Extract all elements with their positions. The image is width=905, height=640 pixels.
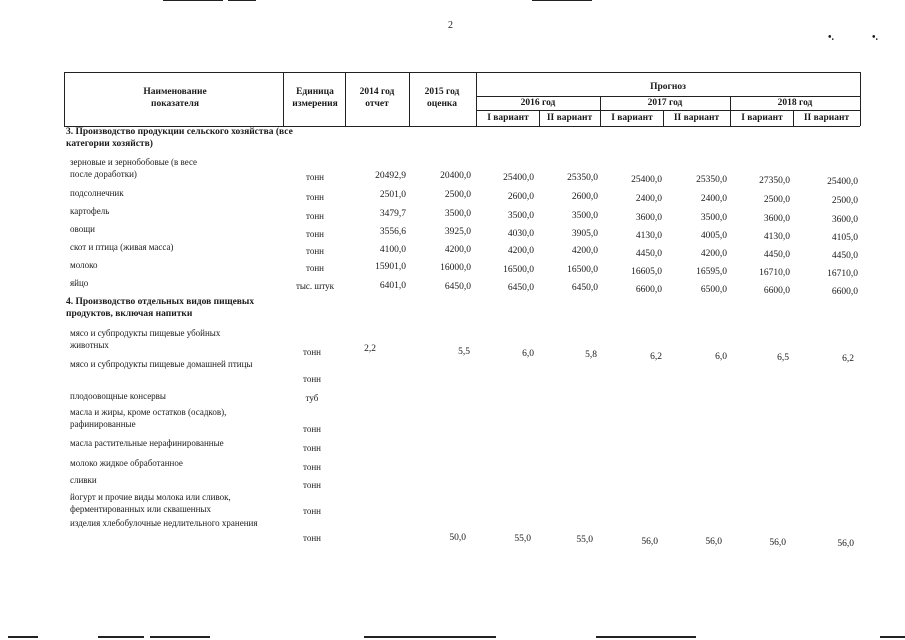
value-2018-v2: 6600,0 [831,287,858,297]
value-2015: 3500,0 [444,209,471,219]
row-label: молоко жидкое обработанное [70,458,183,468]
value-2016-v1: 55,0 [514,534,531,544]
value-2015: 50,0 [449,533,466,543]
value-2018-v2: 4450,0 [831,251,858,261]
value-2016-v2: 25350,0 [567,173,598,183]
value-2015: 5,5 [458,347,470,357]
row-unit: тонн [306,211,324,221]
value-2014: 6401,0 [379,281,406,291]
value-2018-v1: 56,0 [769,538,786,548]
scan-mark [163,0,223,1]
header-name: Наименование показателя [143,87,207,109]
value-2017-v2: 16595,0 [696,267,727,277]
header-2017: 2017 год [647,98,683,108]
value-2015: 20400,0 [440,171,471,181]
scan-speck: •. [872,32,879,43]
value-2016-v1: 25400,0 [503,173,534,183]
header-variant: I вариант [741,113,783,123]
row-label: йогурт и прочие виды молока или сливок, ферментированных или сквашенных [70,492,231,514]
value-2018-v1: 4130,0 [763,232,790,242]
scan-mark [880,636,905,638]
value-2018-v2: 25400,0 [827,177,858,187]
row-unit: тонн [306,263,324,273]
value-2018-v1: 6,5 [777,353,789,363]
value-2018-v2: 6,2 [842,354,854,364]
row-label: скот и птица (живая масса) [70,242,174,252]
value-2018-v2: 2500,0 [831,196,858,206]
row-label: изделия хлебобулочные недлительного хранения [70,518,258,528]
header-forecast: Прогноз [650,82,686,92]
value-2015: 3925,0 [444,227,471,237]
row-label: подсолнечник [70,188,124,198]
scan-mark [228,0,256,1]
value-2016-v2: 2600,0 [571,192,598,202]
header-2018: 2018 год [777,98,813,108]
value-2018-v1: 27350,0 [759,176,790,186]
value-2016-v1: 2600,0 [507,192,534,202]
row-unit: тонн [306,246,324,256]
row-label: плодоовощные консервы [70,391,166,401]
value-2017-v2: 4200,0 [700,249,727,259]
row-unit: туб [305,393,319,403]
value-2018-v2: 56,0 [837,539,854,549]
row-unit: тонн [306,172,324,182]
value-2017-v1: 4130,0 [635,231,662,241]
row-label: картофель [70,206,110,216]
page-number: 2 [448,20,453,31]
value-2014: 3556,6 [379,227,406,237]
value-2018-v2: 4105,0 [831,233,858,243]
value-2018-v1: 3600,0 [763,214,790,224]
row-label: масла и жиры, кроме остатков (осадков), рафинированные [70,407,227,429]
section-title: 3. Производство продукции сельского хозяйства (все категории хозяйств) [66,127,293,149]
value-2016-v2: 4200,0 [571,246,598,256]
value-2017-v1: 16605,0 [631,267,662,277]
row-unit: тонн [303,462,321,472]
scan-mark [364,636,496,638]
section-title: 4. Производство отдельных видов пищевых продуктов, включая напитки [66,297,255,319]
scan-mark [98,636,144,638]
value-2016-v1: 3500,0 [507,211,534,221]
header-unit: Единица измерения [292,87,338,109]
scan-mark [150,636,210,638]
row-unit: тонн [303,533,321,543]
header-2014: 2014 год отчет [359,87,395,109]
header-variant: II вариант [673,113,720,123]
value-2017-v2: 25350,0 [696,175,727,185]
value-2016-v2: 6450,0 [571,283,598,293]
header-variant: I вариант [487,113,529,123]
value-2014: 20492,9 [375,171,406,181]
value-2017-v1: 3600,0 [635,213,662,223]
row-label: мясо и субпродукты пищевые убойных животных [70,328,221,350]
value-2014: 4100,0 [379,245,406,255]
value-2017-v2: 6,0 [715,352,727,362]
row-unit: тонн [303,480,321,490]
scan-mark [532,0,592,1]
row-label: яйцо [70,278,89,288]
value-2018-v1: 4450,0 [763,250,790,260]
value-2017-v1: 56,0 [641,537,658,547]
row-unit: тонн [306,192,324,202]
row-label: масла растительные нерафинированные [70,438,224,448]
value-2015: 4200,0 [444,245,471,255]
value-2018-v1: 6600,0 [763,286,790,296]
value-2018-v1: 2500,0 [763,195,790,205]
row-unit: тонн [303,374,321,384]
value-2017-v1: 2400,0 [635,194,662,204]
row-unit: тонн [303,443,321,453]
row-label: зерновые и зернобобовые (в весе после доработки) [70,157,198,179]
row-unit: тонн [303,506,321,516]
value-2016-v2: 3905,0 [571,229,598,239]
value-2016-v1: 6450,0 [507,283,534,293]
value-2017-v1: 6600,0 [635,285,662,295]
value-2014: 3479,7 [379,209,406,219]
value-2014: 2501,0 [379,190,406,200]
value-2018-v2: 16710,0 [827,269,858,279]
header-variant: II вариант [546,113,593,123]
row-unit: тонн [303,424,321,434]
value-2015: 6450,0 [444,282,471,292]
value-2016-v1: 16500,0 [503,265,534,275]
header-2015: 2015 год оценка [424,87,460,109]
header-2016: 2016 год [520,98,556,108]
row-label: молоко [70,260,98,270]
value-2015: 2500,0 [444,190,471,200]
scan-speck: •. [828,32,835,43]
value-2017-v2: 6500,0 [700,285,727,295]
value-2017-v2: 2400,0 [700,194,727,204]
header-variant: II вариант [803,113,850,123]
value-2015: 16000,0 [440,263,471,273]
value-2016-v2: 3500,0 [571,211,598,221]
value-2016-v2: 5,8 [585,350,597,360]
value-2017-v2: 4005,0 [700,231,727,241]
row-unit: тонн [306,229,324,239]
value-2018-v1: 16710,0 [759,268,790,278]
value-2017-v2: 56,0 [705,537,722,547]
value-2014: 15901,0 [375,262,406,272]
scan-mark [596,636,696,638]
value-2017-v1: 25400,0 [631,175,662,185]
value-2016-v2: 16500,0 [567,265,598,275]
row-unit: тонн [303,347,321,357]
value-2016-v2: 55,0 [576,535,593,545]
value-2017-v1: 6,2 [650,352,662,362]
value-2017-v1: 4450,0 [635,249,662,259]
row-label: овощи [70,224,95,234]
row-unit: тыс. штук [295,281,335,291]
value-2016-v1: 6,0 [522,349,534,359]
value-2016-v1: 4030,0 [507,229,534,239]
row-label: сливки [70,475,97,485]
row-label: мясо и субпродукты пищевые домашней птицы [70,359,253,369]
value-2014: 2,2 [364,344,376,354]
value-2018-v2: 3600,0 [831,215,858,225]
value-2017-v2: 3500,0 [700,213,727,223]
value-2016-v1: 4200,0 [507,246,534,256]
header-variant: I вариант [611,113,653,123]
scan-mark [8,636,38,638]
